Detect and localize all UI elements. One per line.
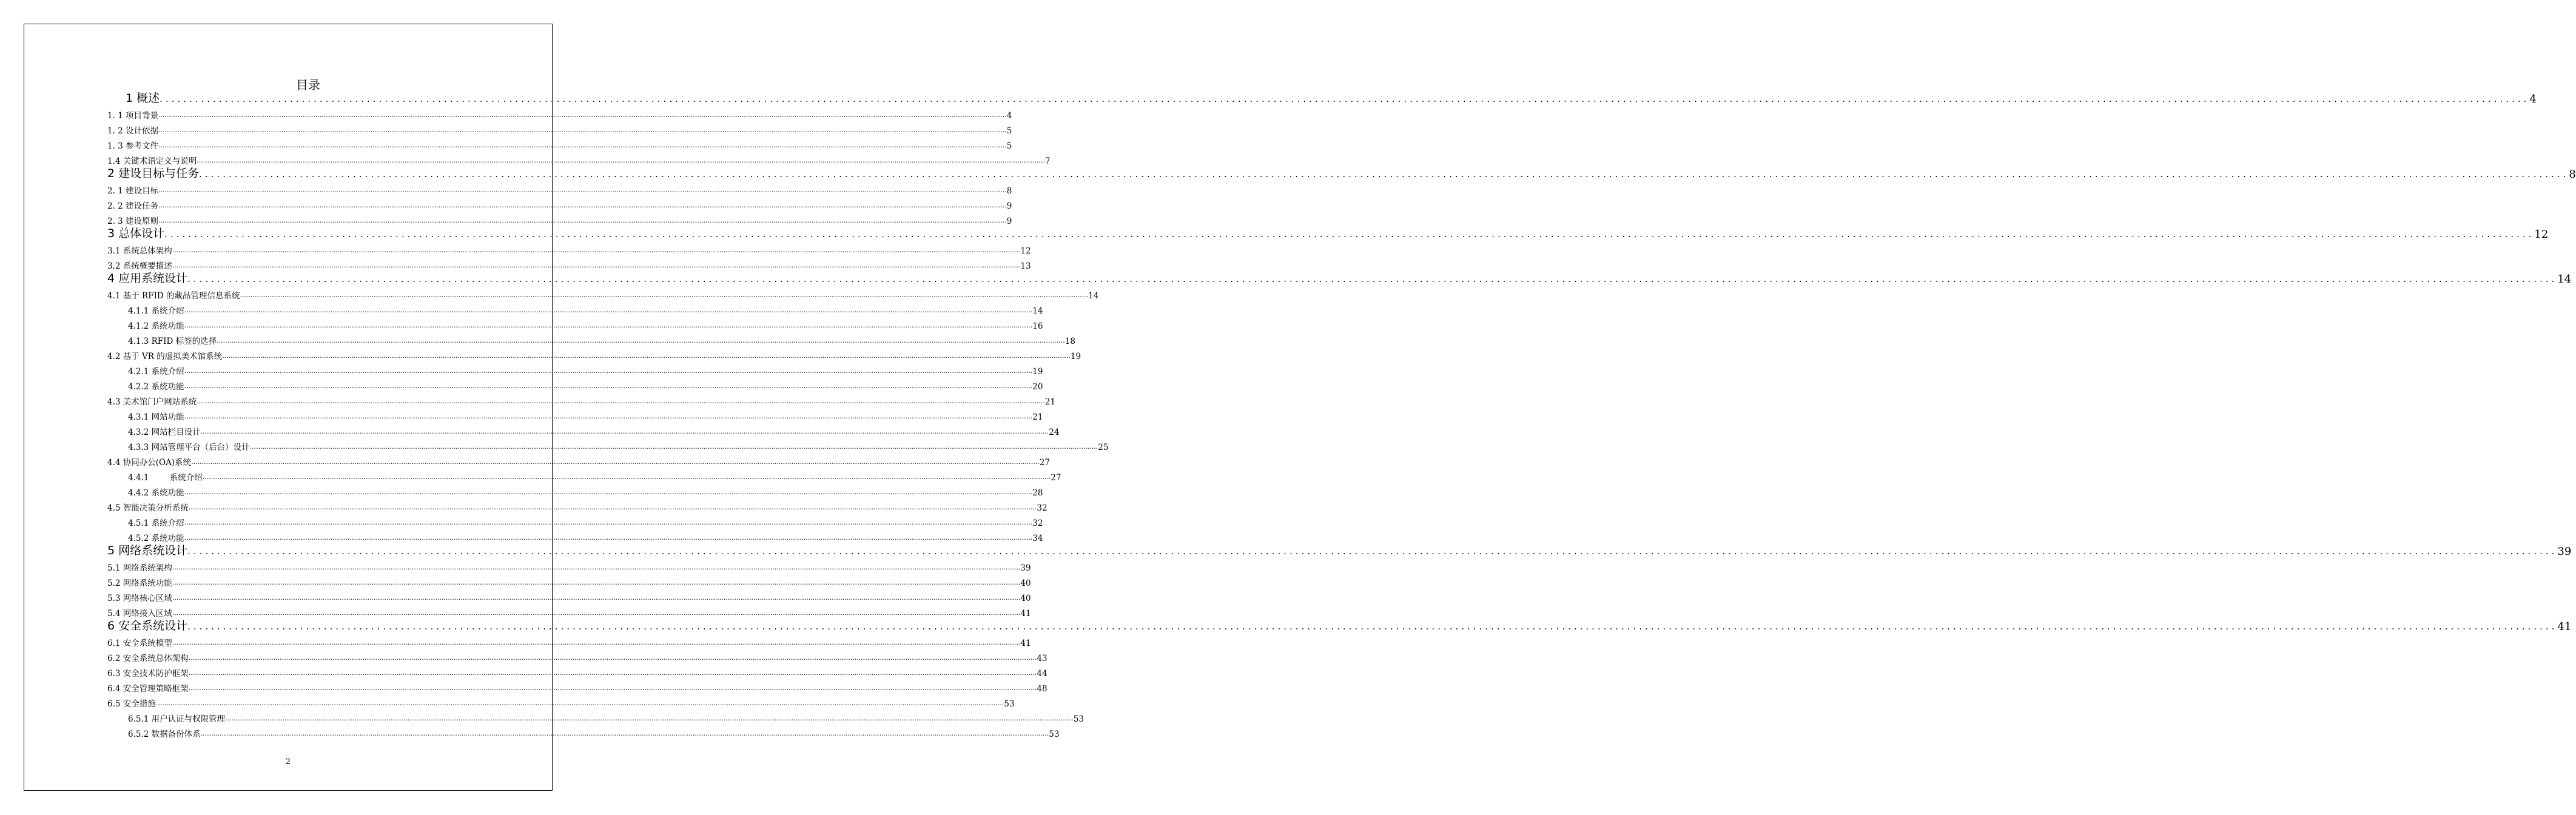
- toc-entry-label: 1. 1 项目背景: [107, 111, 159, 121]
- toc-entry-label: 5 网络系统设计: [107, 544, 188, 557]
- toc-entry[interactable]: [107, 91, 2537, 106]
- toc-entry-label: 3 总体设计: [107, 227, 165, 240]
- toc-dot-leader: ................................................................................................................................................................................................................................................................................................................................................................................................................: [187, 546, 2558, 557]
- toc-entry-label: 4.2 基于 VR 的虚拟美术馆系统: [107, 352, 223, 361]
- toc-dot-leader: ................................................................................................................................................................................................................................................................................................................................................................................................................: [158, 126, 1007, 134]
- toc-entry[interactable]: [107, 196, 1012, 211]
- toc-entry-label: 5.3 网络核心区域: [107, 594, 172, 603]
- toc-dot-leader: ................................................................................................................................................................................................................................................................................................................................................................................................................: [187, 621, 2558, 632]
- toc-entry-label: 5.1 网络系统架构: [107, 563, 172, 573]
- toc-dot-leader: ................................................................................................................................................................................................................................................................................................................................................................................................................: [172, 579, 1021, 586]
- toc-dot-leader: ................................................................................................................................................................................................................................................................................................................................................................................................................: [172, 609, 1021, 617]
- toc-dot-leader: ................................................................................................................................................................................................................................................................................................................................................................................................................: [187, 273, 2558, 284]
- toc-entry-page: 4: [2529, 93, 2537, 106]
- toc-entry-page: 32: [1037, 503, 1048, 513]
- toc-entry[interactable]: [107, 588, 1031, 603]
- toc-dot-leader: ................................................................................................................................................................................................................................................................................................................................................................................................................: [184, 534, 1033, 542]
- toc-entry[interactable]: [107, 166, 2576, 181]
- toc-dot-leader: ................................................................................................................................................................................................................................................................................................................................................................................................................: [184, 412, 1033, 420]
- toc-dot-leader: ................................................................................................................................................................................................................................................................................................................................................................................................................: [202, 473, 1051, 481]
- toc-entry[interactable]: [107, 663, 1048, 679]
- toc-entry-label: 6.2 安全系统总体架构: [107, 654, 189, 663]
- toc-entry-label: 5.4 网络接入区域: [107, 609, 172, 619]
- toc-entry-label: 1.4 关键术语定义与说明: [107, 156, 197, 166]
- toc-dot-leader: ................................................................................................................................................................................................................................................................................................................................................................................................................: [225, 714, 1074, 722]
- toc-dot-leader: ................................................................................................................................................................................................................................................................................................................................................................................................................: [172, 639, 1021, 646]
- toc-entry-page: 44: [1037, 669, 1048, 679]
- toc-entry-page: 4: [1006, 111, 1012, 121]
- toc-entry-page: 24: [1049, 428, 1060, 437]
- toc-entry-page: 9: [1006, 216, 1012, 226]
- toc-entry-label: 3.2 系统概要描述: [107, 261, 172, 271]
- toc-entry-page: 21: [1032, 412, 1043, 422]
- toc-entry-label: 6.5.2 数据备份体系: [128, 729, 201, 739]
- toc-entry-label: 2. 1 建设目标: [107, 186, 159, 196]
- toc-entry-label: 4.1.2 系统功能: [128, 321, 184, 331]
- toc-dot-leader: ................................................................................................................................................................................................................................................................................................................................................................................................................: [158, 111, 1007, 119]
- toc-entry-label: 6.5.1 用户认证与权限管理: [128, 714, 226, 724]
- toc-entry-page: 20: [1032, 382, 1043, 392]
- toc-entry-page: 41: [1020, 639, 1031, 648]
- toc-dot-leader: ................................................................................................................................................................................................................................................................................................................................................................................................................: [191, 458, 1040, 466]
- toc-entry-page: 18: [1064, 337, 1075, 346]
- toc-entry-page: 34: [1032, 534, 1043, 543]
- toc-dot-leader: ................................................................................................................................................................................................................................................................................................................................................................................................................: [184, 306, 1033, 314]
- toc-entry-page: 39: [2557, 545, 2572, 558]
- toc-entry[interactable]: [107, 316, 1043, 331]
- toc-entry-label: 1. 2 设计依据: [107, 126, 159, 136]
- toc-entry[interactable]: [107, 558, 1031, 573]
- toc-entry[interactable]: [107, 211, 1012, 226]
- toc-entry[interactable]: [107, 361, 1043, 377]
- toc-dot-leader: ................................................................................................................................................................................................................................................................................................................................................................................................................: [160, 93, 2530, 104]
- toc-entry-label: 4.1.1 系统介绍: [128, 306, 184, 316]
- toc-dot-leader: ................................................................................................................................................................................................................................................................................................................................................................................................................: [155, 699, 1004, 707]
- toc-entry-label: 4.3 美术馆门户网站系统: [107, 397, 197, 407]
- toc-title: 目录: [296, 78, 320, 92]
- toc-entry[interactable]: [107, 452, 1050, 468]
- toc-entry-label: 4.1.3 RFID 标签的选择: [128, 337, 217, 346]
- toc-entry-page: 5: [1006, 141, 1012, 151]
- toc-dot-leader: ................................................................................................................................................................................................................................................................................................................................................................................................................: [158, 201, 1007, 209]
- toc-dot-leader: ................................................................................................................................................................................................................................................................................................................................................................................................................: [184, 488, 1033, 496]
- toc-entry-label: 6.4 安全管理策略框架: [107, 684, 189, 694]
- toc-dot-leader: ................................................................................................................................................................................................................................................................................................................................................................................................................: [158, 141, 1007, 149]
- toc-entry[interactable]: [107, 633, 1031, 648]
- toc-entry-page: 53: [1049, 729, 1060, 739]
- toc-dot-leader: ................................................................................................................................................................................................................................................................................................................................................................................................................: [197, 156, 1045, 164]
- toc-entry[interactable]: [107, 468, 1061, 483]
- toc-entry[interactable]: [107, 121, 1012, 136]
- toc-entry-label: 1 概述: [126, 92, 160, 105]
- toc-dot-leader: ................................................................................................................................................................................................................................................................................................................................................................................................................: [217, 337, 1065, 344]
- toc-entry[interactable]: [107, 724, 1060, 739]
- toc-entry-label: 4 应用系统设计: [107, 272, 188, 285]
- toc-entry-page: 25: [1098, 443, 1109, 452]
- toc-dot-leader: ................................................................................................................................................................................................................................................................................................................................................................................................................: [172, 246, 1021, 254]
- toc-entry-page: 13: [1020, 261, 1031, 271]
- toc-entry-label: 4.1 基于 RFID 的藏品管理信息系统: [107, 291, 240, 301]
- toc-entry-page: 53: [1073, 714, 1084, 724]
- toc-entry-page: 39: [1020, 563, 1031, 573]
- toc-entry[interactable]: [107, 346, 1081, 361]
- toc-entry-page: 48: [1037, 684, 1048, 694]
- toc-entry-label: 4.2.1 系统介绍: [128, 367, 184, 377]
- toc-entry-page: 19: [1070, 352, 1081, 361]
- toc-dot-leader: ................................................................................................................................................................................................................................................................................................................................................................................................................: [240, 291, 1089, 299]
- toc-entry[interactable]: [107, 619, 2572, 633]
- toc-entry[interactable]: [107, 407, 1043, 422]
- toc-dot-leader: ................................................................................................................................................................................................................................................................................................................................................................................................................: [222, 352, 1071, 360]
- toc-entry-label: 4.3.1 网站功能: [128, 412, 184, 422]
- toc-entry-page: 40: [1020, 579, 1031, 588]
- toc-entry[interactable]: [107, 709, 1084, 724]
- toc-dot-leader: ................................................................................................................................................................................................................................................................................................................................................................................................................: [188, 684, 1037, 692]
- toc-entry-label: 6 安全系统设计: [107, 619, 188, 632]
- toc-entry[interactable]: [107, 437, 1109, 452]
- toc-dot-leader: ................................................................................................................................................................................................................................................................................................................................................................................................................: [188, 503, 1037, 511]
- toc-entry[interactable]: [107, 241, 1031, 256]
- toc-entry[interactable]: [107, 543, 2572, 558]
- toc-entry[interactable]: [107, 377, 1043, 392]
- toc-dot-leader: ................................................................................................................................................................................................................................................................................................................................................................................................................: [188, 669, 1037, 677]
- toc-dot-leader: ................................................................................................................................................................................................................................................................................................................................................................................................................: [184, 367, 1033, 375]
- toc-entry-page: 5: [1006, 126, 1012, 136]
- toc-dot-leader: ................................................................................................................................................................................................................................................................................................................................................................................................................: [188, 654, 1037, 662]
- toc-entry[interactable]: [107, 271, 2572, 286]
- toc-entry-label: 2. 2 建设任务: [107, 201, 159, 211]
- toc-entry-label: 4.5 智能决策分析系统: [107, 503, 189, 513]
- toc-dot-leader: ................................................................................................................................................................................................................................................................................................................................................................................................................: [172, 563, 1021, 571]
- toc-entry[interactable]: [107, 679, 1048, 694]
- toc-entry[interactable]: [107, 106, 1012, 121]
- toc-entry-page: 19: [1032, 367, 1043, 377]
- toc-entry-page: 14: [1088, 291, 1099, 301]
- toc-entry[interactable]: [107, 498, 1048, 513]
- toc-entry-page: 8: [1006, 186, 1012, 196]
- toc-entry-page: 53: [1004, 699, 1015, 709]
- toc-entry[interactable]: [107, 181, 1012, 196]
- toc-dot-leader: ................................................................................................................................................................................................................................................................................................................................................................................................................: [172, 594, 1021, 602]
- toc-dot-leader: ................................................................................................................................................................................................................................................................................................................................................................................................................: [199, 169, 2569, 179]
- toc-entry-page: 14: [1032, 306, 1043, 316]
- toc-entry-label: 3.1 系统总体架构: [107, 246, 172, 256]
- toc-entry-page: 41: [1020, 609, 1031, 619]
- toc-entry[interactable]: [107, 301, 1043, 316]
- toc-entry-label: 2 建设目标与任务: [107, 167, 200, 180]
- toc-entry-page: 8: [2569, 168, 2576, 181]
- toc-dot-leader: ................................................................................................................................................................................................................................................................................................................................................................................................................: [200, 428, 1049, 435]
- toc-entry-page: 12: [2534, 228, 2549, 241]
- table-of-contents: [107, 91, 2576, 739]
- toc-dot-leader: ................................................................................................................................................................................................................................................................................................................................................................................................................: [158, 186, 1007, 194]
- toc-entry-page: 27: [1039, 458, 1050, 468]
- toc-entry[interactable]: [107, 392, 1056, 407]
- toc-entry-label: 4.5.2 系统功能: [128, 534, 184, 543]
- toc-entry[interactable]: [107, 483, 1043, 498]
- toc-entry-label: 4.3.3 网站管理平台（后台）设计: [128, 443, 250, 452]
- toc-entry-page: 43: [1037, 654, 1048, 663]
- toc-entry-label: 4.4.2 系统功能: [128, 488, 184, 498]
- toc-entry[interactable]: [107, 422, 1060, 437]
- toc-dot-leader: ................................................................................................................................................................................................................................................................................................................................................................................................................: [164, 229, 2535, 240]
- toc-entry-page: 16: [1032, 321, 1043, 331]
- toc-dot-leader: ................................................................................................................................................................................................................................................................................................................................................................................................................: [184, 382, 1033, 390]
- toc-entry-page: 14: [2557, 273, 2572, 286]
- toc-entry-label: 4.4.1 系统介绍: [128, 473, 203, 483]
- toc-dot-leader: ................................................................................................................................................................................................................................................................................................................................................................................................................: [184, 321, 1033, 329]
- toc-entry-page: 32: [1032, 518, 1043, 528]
- toc-entry-label: 4.4 协同办公(OA)系统: [107, 458, 192, 468]
- toc-dot-leader: ................................................................................................................................................................................................................................................................................................................................................................................................................: [184, 518, 1033, 526]
- toc-entry-label: 1. 3 参考文件: [107, 141, 159, 151]
- toc-entry-page: 21: [1044, 397, 1056, 407]
- toc-entry-page: 28: [1032, 488, 1043, 498]
- toc-entry[interactable]: [107, 694, 1015, 709]
- toc-entry[interactable]: [107, 226, 2549, 241]
- toc-entry-label: 4.2.2 系统功能: [128, 382, 184, 392]
- toc-entry[interactable]: [107, 331, 1075, 346]
- toc-entry[interactable]: [107, 513, 1043, 528]
- toc-entry[interactable]: [107, 573, 1031, 588]
- toc-dot-leader: ................................................................................................................................................................................................................................................................................................................................................................................................................: [197, 397, 1045, 405]
- toc-entry-label: 6.3 安全技术防护框架: [107, 669, 189, 679]
- toc-entry-label: 4.3.2 网站栏目设计: [128, 428, 201, 437]
- toc-entry[interactable]: [107, 648, 1048, 663]
- toc-entry-label: 5.2 网络系统功能: [107, 579, 172, 588]
- page-number: 2: [285, 757, 291, 766]
- toc-entry-page: 9: [1006, 201, 1012, 211]
- toc-dot-leader: ................................................................................................................................................................................................................................................................................................................................................................................................................: [200, 729, 1049, 737]
- toc-dot-leader: ................................................................................................................................................................................................................................................................................................................................................................................................................: [249, 443, 1098, 451]
- toc-entry-page: 27: [1051, 473, 1061, 483]
- toc-entry-label: 6.5 安全措施: [107, 699, 156, 709]
- toc-entry-label: 2. 3 建设原则: [107, 216, 159, 226]
- toc-entry[interactable]: [107, 286, 1099, 301]
- toc-entry-label: 4.5.1 系统介绍: [128, 518, 184, 528]
- toc-entry-label: 6.1 安全系统模型: [107, 639, 172, 648]
- toc-entry[interactable]: [107, 136, 1012, 151]
- toc-entry-page: 12: [1020, 246, 1031, 256]
- toc-dot-leader: ................................................................................................................................................................................................................................................................................................................................................................................................................: [172, 261, 1021, 269]
- toc-entry-page: 41: [2557, 620, 2572, 633]
- toc-dot-leader: ................................................................................................................................................................................................................................................................................................................................................................................................................: [158, 216, 1007, 224]
- toc-entry-page: 7: [1044, 156, 1051, 166]
- toc-entry-page: 40: [1020, 594, 1031, 603]
